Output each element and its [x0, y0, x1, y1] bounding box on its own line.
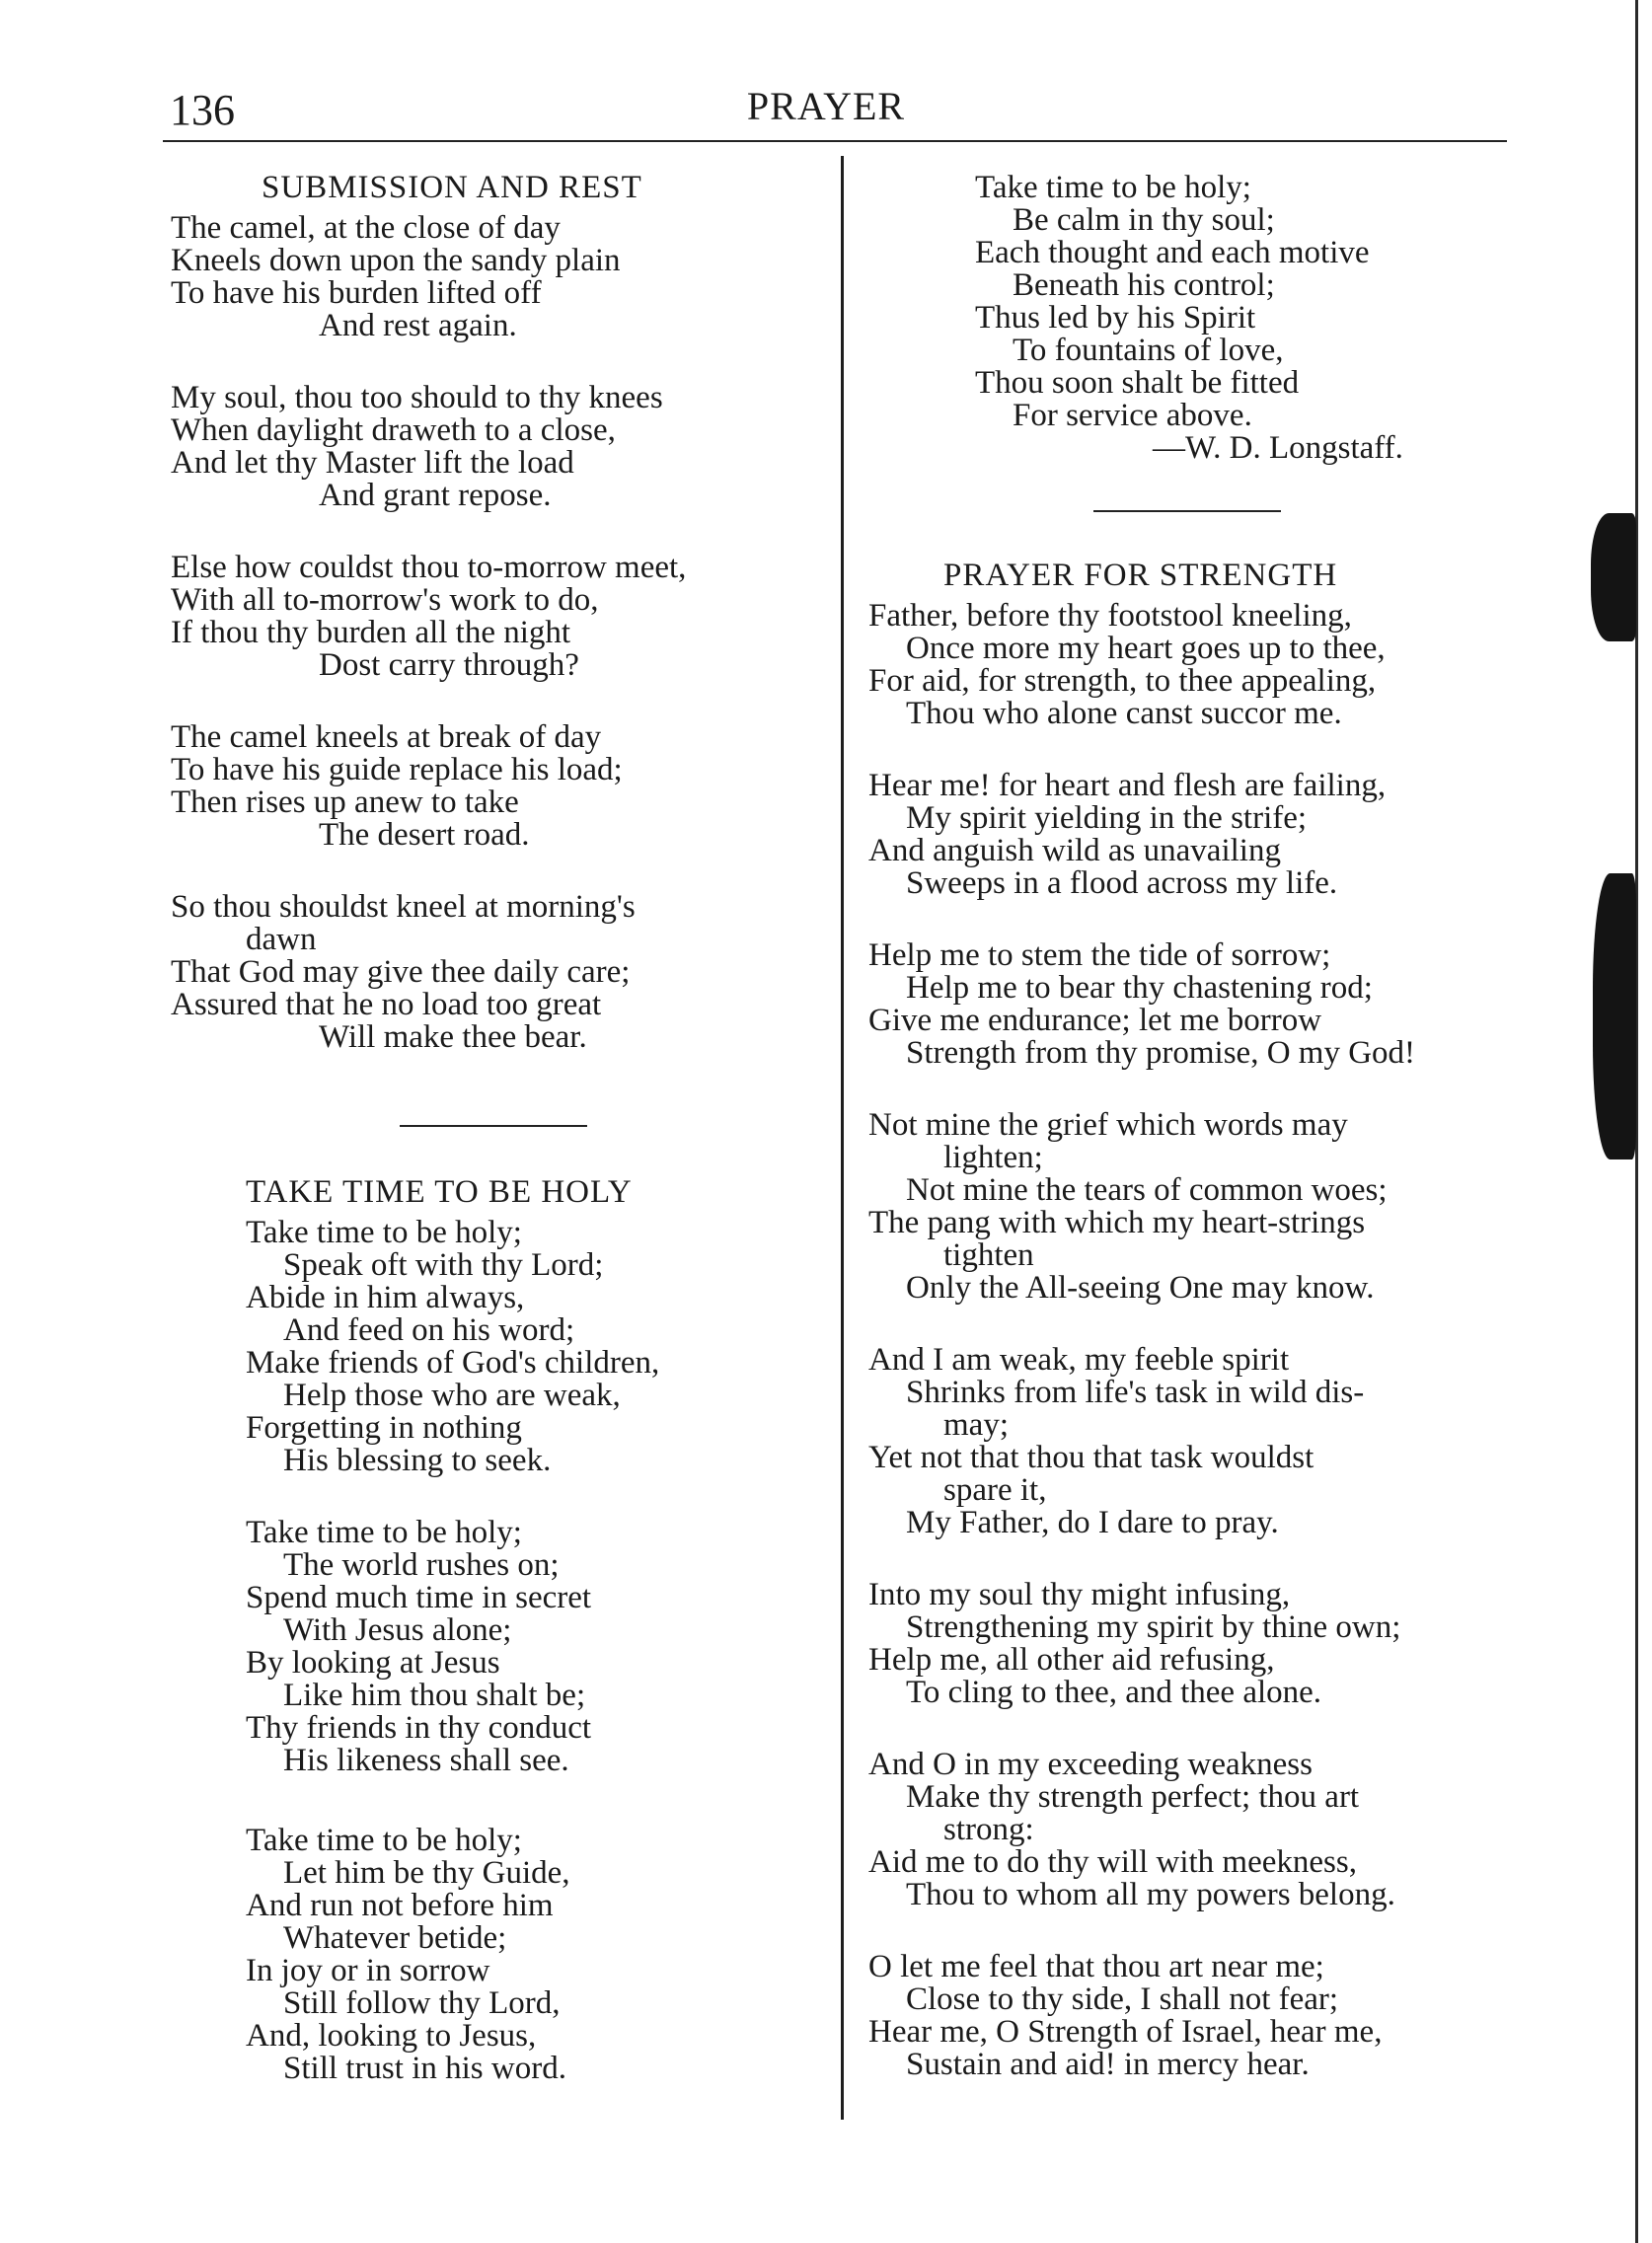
verse-line: Take time to be holy; [975, 170, 1251, 205]
verse-line: And I am weak, my feeble spirit [868, 1342, 1290, 1378]
verse-line: O let me feel that thou art near me; [868, 1949, 1324, 1984]
verse-line: And let thy Master lift the load [171, 445, 574, 481]
verse-line: With all to-morrow's work to do, [171, 582, 599, 618]
verse-line: Kneels down upon the sandy plain [171, 243, 621, 278]
stanza [171, 382, 832, 512]
verse-line: And feed on his word; [283, 1312, 575, 1348]
stanza [868, 770, 1520, 900]
stanza [246, 1217, 832, 1477]
verse-line: tighten [943, 1237, 1034, 1273]
stanza [171, 721, 832, 852]
verse-line: The world rushes on; [283, 1547, 560, 1583]
verse-line: If thou thy burden all the night [171, 615, 571, 650]
stanza [868, 1579, 1520, 1709]
verse-line: Father, before thy footstool kneeling, [868, 598, 1352, 634]
verse-line: The pang with which my heart-strings [868, 1205, 1366, 1240]
stanza [246, 1517, 832, 1777]
verse-line: Give me endurance; let me borrow [868, 1003, 1322, 1038]
verse-line: Not mine the grief which words may [868, 1107, 1348, 1143]
poem-submission-and-rest [171, 172, 832, 1054]
poem-title: PRAYER FOR STRENGTH [943, 558, 1338, 593]
verse-line: Aid me to do thy will with meekness, [868, 1844, 1357, 1880]
verse-line: That God may give thee daily care; [171, 954, 631, 990]
verse-line: Sweeps in a flood across my life. [906, 865, 1338, 901]
verse-line: My spirit yielding in the strife; [906, 800, 1308, 836]
verse-line: Thy friends in thy conduct [246, 1710, 592, 1746]
header-rule [163, 140, 1507, 142]
verse-line: Make thy strength perfect; thou art [906, 1779, 1360, 1815]
verse-line: To have his burden lifted off [171, 275, 542, 311]
verse-line: spare it, [943, 1472, 1047, 1508]
verse-line: And grant repose. [319, 478, 552, 513]
verse-line: Not mine the tears of common woes; [906, 1172, 1388, 1208]
verse-line: Into my soul thy might infusing, [868, 1577, 1291, 1612]
section-separator [1093, 510, 1281, 512]
stanza [171, 212, 832, 342]
poem-title: TAKE TIME TO BE HOLY [246, 1174, 633, 1210]
stanza [868, 939, 1520, 1070]
verse-line: Take time to be holy; [246, 1515, 522, 1550]
verse-line: The camel kneels at break of day [171, 719, 602, 755]
verse-line: strong: [943, 1812, 1034, 1847]
verse-line: Spend much time in secret [246, 1580, 592, 1615]
verse-line: With Jesus alone; [283, 1612, 512, 1648]
verse-line: Abide in him always, [246, 1280, 525, 1315]
verse-line: Dost carry through? [319, 647, 579, 683]
verse-line: And O in my exceeding weakness [868, 1747, 1313, 1782]
verse-line: Each thought and each motive [975, 235, 1370, 270]
verse-line: Sustain and aid! in mercy hear. [906, 2047, 1310, 2082]
verse-line: Take time to be holy; [246, 1823, 522, 1858]
verse-line: Close to thy side, I shall not fear; [906, 1981, 1339, 2017]
verse-line: Help me, all other aid refusing, [868, 1642, 1275, 1678]
verse-line: To fountains of love, [1013, 333, 1284, 368]
stanza [868, 1951, 1520, 2081]
right-column [868, 172, 1520, 2081]
stanza [868, 600, 1520, 730]
verse-line: In joy or in sorrow [246, 1953, 490, 1988]
verse-line: Hear me! for heart and flesh are failing, [868, 768, 1387, 803]
verse-line: Beneath his control; [1013, 267, 1275, 303]
verse-line: Hear me, O Strength of Israel, hear me, [868, 2014, 1383, 2050]
verse-line: My soul, thou too should to thy knees [171, 380, 663, 415]
scan-shadow-lower [1593, 873, 1636, 1159]
section-separator [400, 1125, 587, 1127]
poem-take-time-to-be-holy [171, 1176, 832, 2085]
verse-line: Help me to stem the tide of sorrow; [868, 937, 1331, 973]
left-column [171, 172, 832, 2085]
verse-line: The desert road. [319, 817, 530, 853]
stanza [868, 1109, 1520, 1305]
verse-line: Shrinks from life's task in wild dis- [906, 1375, 1365, 1410]
verse-line: Take time to be holy; [246, 1215, 522, 1250]
verse-line: Make friends of God's children, [246, 1345, 660, 1381]
stanza [246, 1825, 832, 2085]
poem-take-time-continued [868, 172, 1520, 465]
verse-line: lighten; [943, 1140, 1043, 1175]
verse-line: dawn [246, 922, 317, 957]
stanza [171, 891, 832, 1054]
verse-line: Once more my heart goes up to thee, [906, 631, 1386, 666]
verse-line: To cling to thee, and thee alone. [906, 1675, 1322, 1710]
running-head: PRAYER [746, 84, 906, 128]
verse-line: The camel, at the close of day [171, 210, 561, 246]
verse-line: And anguish wild as unavailing [868, 833, 1281, 868]
verse-line: Only the All-seeing One may know. [906, 1270, 1375, 1306]
verse-line: By looking at Jesus [246, 1645, 500, 1681]
verse-line: Yet not that thou that task wouldst [868, 1440, 1314, 1475]
verse-line: Let him be thy Guide, [283, 1855, 570, 1891]
verse-line: Strength from thy promise, O my God! [906, 1035, 1416, 1071]
verse-line: His likeness shall see. [283, 1743, 569, 1778]
page-number: 136 [170, 86, 235, 134]
stanza [868, 1749, 1520, 1911]
verse-line: And rest again. [319, 308, 517, 343]
verse-line: Assured that he no load too great [171, 987, 602, 1022]
verse-line: For service above. [1013, 398, 1252, 433]
verse-line: His blessing to seek. [283, 1443, 552, 1478]
verse-line: Thus led by his Spirit [975, 300, 1256, 336]
stanza [171, 552, 832, 682]
verse-line: For aid, for strength, to thee appealing, [868, 663, 1377, 699]
verse-line: So thou shouldst kneel at morning's [171, 889, 636, 925]
verse-line: Still trust in his word. [283, 2051, 566, 2086]
verse-line: Strengthening my spirit by thine own; [906, 1609, 1401, 1645]
verse-line: Whatever betide; [283, 1920, 507, 1956]
verse-line: Speak oft with thy Lord; [283, 1247, 604, 1283]
poem-prayer-for-strength [868, 560, 1520, 2081]
verse-line: Thou who alone canst succor me. [906, 696, 1342, 731]
verse-line: Thou soon shalt be fitted [975, 365, 1300, 401]
stanza [868, 1344, 1520, 1539]
verse-line: And, looking to Jesus, [246, 2018, 537, 2054]
verse-line: Forgetting in nothing [246, 1410, 522, 1446]
verse-line: Help those who are weak, [283, 1378, 621, 1413]
verse-line: Like him thou shalt be; [283, 1678, 586, 1713]
verse-line: Be calm in thy soul; [1013, 202, 1275, 238]
verse-line: may; [943, 1407, 1009, 1443]
poem-title: SUBMISSION AND REST [262, 170, 642, 205]
verse-line: Help me to bear thy chastening rod; [906, 970, 1373, 1006]
author-attribution: —W. D. Longstaff. [1153, 430, 1403, 466]
verse-line: Thou to whom all my powers belong. [906, 1877, 1395, 1912]
verse-line: To have his guide replace his load; [171, 752, 623, 787]
verse-line: And run not before him [246, 1888, 554, 1923]
column-divider [841, 156, 844, 2120]
verse-line: Will make thee bear. [319, 1019, 587, 1055]
verse-line: When daylight draweth to a close, [171, 412, 616, 448]
verse-line: Then rises up anew to take [171, 785, 519, 820]
verse-line: Still follow thy Lord, [283, 1985, 561, 2021]
verse-line: My Father, do I dare to pray. [906, 1505, 1279, 1540]
scan-shadow-upper [1591, 513, 1636, 641]
verse-line: Else how couldst thou to-morrow meet, [171, 550, 687, 585]
